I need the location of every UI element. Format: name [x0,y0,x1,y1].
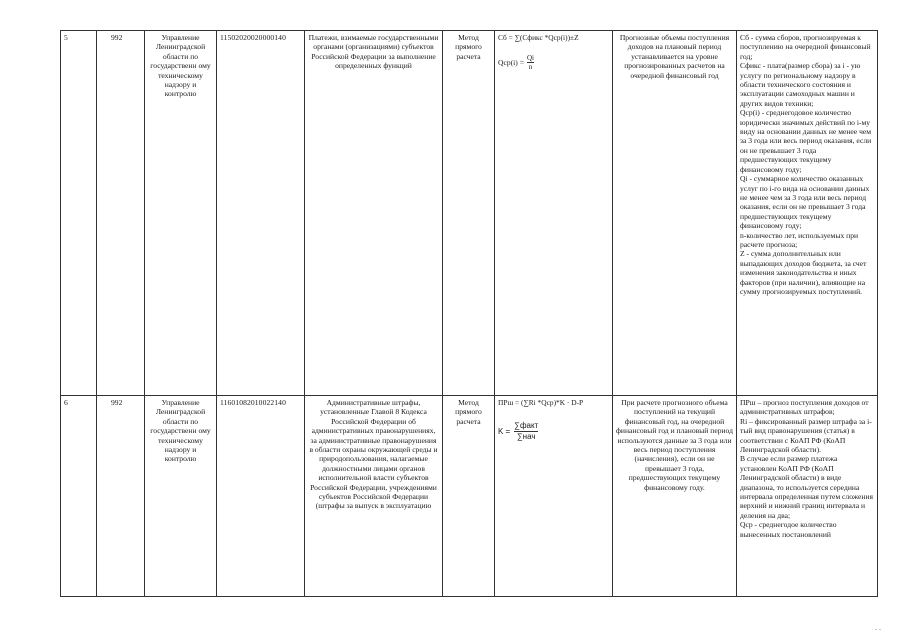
formula-fraction [527,54,534,71]
definition-line: n-количество лет, используемых при расчете прогноза; [740,230,859,249]
fraction-denominator: ∑нач [516,432,536,442]
definition-line: Qср(i) - среднегодовое количество юридически значимых действий по i-му виду на основании данных не менее чем за 3 года или весь период оказания, если он не превышает 3 года предшествующих текущему финансовому году; [740,108,872,174]
table-row [61,31,878,396]
organ-name: Управление Ленинградской области по государственн ому техническому надзору и контролю [145,396,217,597]
formula-cell [495,396,613,597]
kbk-code: 11601082010022140 [217,396,305,597]
calc-explanation: При расчете прогнозного объема поступлений на текущий финансовый год, на очередной финансовый год и плановый период используются данные за 3 года или весь период поступления (начисления), если он не превышает 3 года, предшествующих текущему финансовому году. [613,396,737,597]
formula-sub [498,54,609,71]
formula-cell [495,31,613,396]
definition-line: ПРш – прогноз поступления доходов от административных штрафов; [740,398,869,417]
definition-line: В случае если размер платежа установлен КоАП РФ (КоАП Ленинградской области) в виде диапазона, то используется середина интервала определенная путем сложения верхний и нижний границ интервала и деления на два; [740,454,873,520]
variable-definitions [737,31,878,396]
definition-line: Qi - суммарное количество оказанных услуг по i-го вида на основании данных не менее чем за 3 года или весь период оказания, если он не превышает 3 года предшествующих текущему финансовому году; [740,174,870,231]
fraction-denominator: n [528,63,533,72]
formula-sub-lhs: Qср(i) = [498,58,524,68]
admin-code: 992 [97,396,145,597]
scan-marks: . . [875,623,881,632]
kbk-code: 11502020020000140 [217,31,305,396]
row-number: 6 [61,396,97,597]
revenue-description: Административные штрафы, установленные Главой 8 Кодекса Российской Федерации об административных правонарушениях, за административные правонарушения в области охраны окружающей среды и природопользования, налагаемые должностными лицами органов исполнительной власти субъектов Российской Федерации, учреждениями субъектов Российской Федерации (штрафы за выпуск в эксплуатацию [305,396,443,597]
admin-code: 992 [97,31,145,396]
row-number: 5 [61,31,97,396]
calc-explanation: Прогнозные объемы поступления доходов на плановый период устанавливается на уровне прогнозированных расчетов на очередной финансовый год [613,31,737,396]
calc-method: Метод прямого расчета [443,31,495,396]
definition-line: Сфикс - плата(размер сбора) за i - ую услугу по региональному надзору в области технического состояния и эксплуатации самоходных машин и других видов техники; [740,61,861,108]
calc-method: Метод прямого расчета [443,396,495,597]
definition-line: Qср - среднегодое количество вынесенных постановлений [740,520,837,539]
formula-main: Сб = ∑(Сфикс *Qср(i))±Z [498,33,579,42]
formula-sub [498,421,609,442]
definition-line: Сб - сумма сборов, прогнозируемая к поступлению на очередной финансовый год; [740,33,871,61]
formula-main: ПРш = (∑Ri *Qср)*K · D-P [498,398,584,407]
fraction-numerator: ∑факт [514,421,539,431]
formula-sub-lhs: K = [498,427,511,437]
revenue-forecast-table [60,30,878,597]
table-row [61,396,878,597]
variable-definitions [737,396,878,597]
definition-line: Z - сумма дополнительных или выпадающих доходов бюджета, за счет изменения законодательства и иных факторов (при наличии), влияющие на сумму прогнозируемых поступлений. [740,249,867,296]
revenue-description: Платежи, взимаемые государственными органами (организациями) субъектов Российской Федерации за выполнение определенных функций [305,31,443,396]
fraction-numerator: Qi [527,54,534,63]
definition-line: Ri – фиксированный размер штрафа за i-тый вид правонарушения (статья) в соответствии с КоАП РФ (КоАП Ленинградской области). [740,416,872,455]
organ-name: Управление Ленинградской области по государственн ому техническому надзору и контролю [145,31,217,396]
formula-fraction [514,421,538,442]
